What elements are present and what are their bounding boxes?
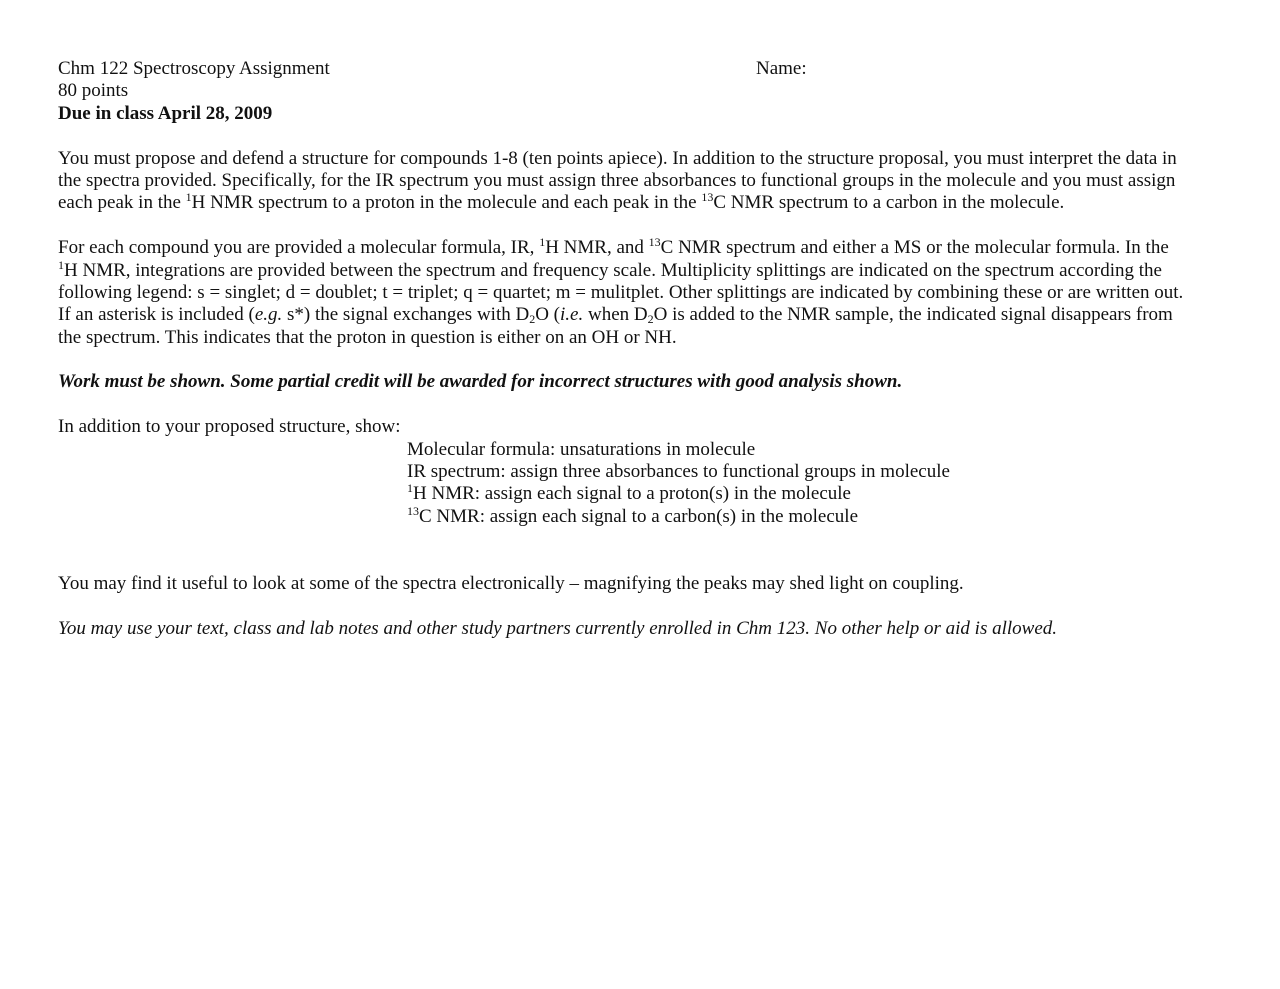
- course-title: Chm 122 Spectroscopy Assignment: [58, 58, 330, 79]
- details-paragraph: [58, 237, 1228, 349]
- details-line-3: following legend: s = singlet; d = doublet; t = triplet; q = quartet; m = mulitplet. Other splittings are indicated by combining these or are written out.: [58, 281, 1184, 303]
- show-item-h-nmr: $^1$H NMR: assign each signal to a proton(s) in the molecule: [407, 481, 851, 505]
- show-item-molecular-formula: Molecular formula: unsaturations in molecule: [407, 438, 756, 460]
- intro-paragraph: [58, 148, 1228, 215]
- details-line-1: For each compound you are provided a molecular formula, IR, $^1$H NMR, and $^{13}$C NMR spectrum and either a MS or the molecular formula. In the: [58, 235, 1169, 259]
- show-item-ir: IR spectrum: assign three absorbances to functional groups in molecule: [407, 461, 950, 483]
- details-line-5: the spectrum. This indicates that the proton in question is either on an OH or NH.: [58, 326, 677, 348]
- header-row: [58, 58, 1228, 80]
- intro-line-1: You must propose and defend a structure for compounds 1-8 (ten points apiece). In addition to the structure proposal, you must interpret the data in: [58, 147, 1177, 169]
- show-intro: In addition to your proposed structure, show:: [58, 416, 401, 438]
- show-item-c-nmr: $^{13}$C NMR: assign each signal to a carbon(s) in the molecule: [407, 503, 859, 527]
- work-note: Work must be shown. Some partial credit will be awarded for incorrect structures with good analysis shown.: [58, 371, 903, 393]
- details-line-2: $^1$H NMR, integrations are provided between the spectrum and frequency scale. Multiplicity splittings are indicated on the spectrum according the: [58, 257, 1162, 281]
- points-line: 80 points: [58, 80, 129, 102]
- policy-line: You may use your text, class and lab notes and other study partners currently enrolled in Chm 123. No other help or aid is allowed.: [58, 617, 1058, 639]
- details-line-4: If an asterisk is included (e.g. s*) the signal exchanges with $D_2O$ (i.e. when $D_2O$ is added to the NMR sample, the indicated signal disappears from: [58, 304, 1173, 327]
- due-date: Due in class April 28, 2009: [58, 102, 273, 124]
- intro-line-3: each peak in the $^1$H NMR spectrum to a proton in the molecule and each peak in the $^{13}$C NMR spectrum to a carbon in the molecule.: [58, 190, 1065, 214]
- name-label: Name:: [756, 58, 807, 79]
- intro-line-2: the spectra provided. Specifically, for the IR spectrum you must assign three absorbances to functional groups in the molecule and you must assign: [58, 169, 1176, 191]
- tip-line: You may find it useful to look at some of the spectra electronically – magnifying the peaks may shed light on coupling.: [58, 573, 964, 594]
- assignment-page: [58, 58, 1228, 640]
